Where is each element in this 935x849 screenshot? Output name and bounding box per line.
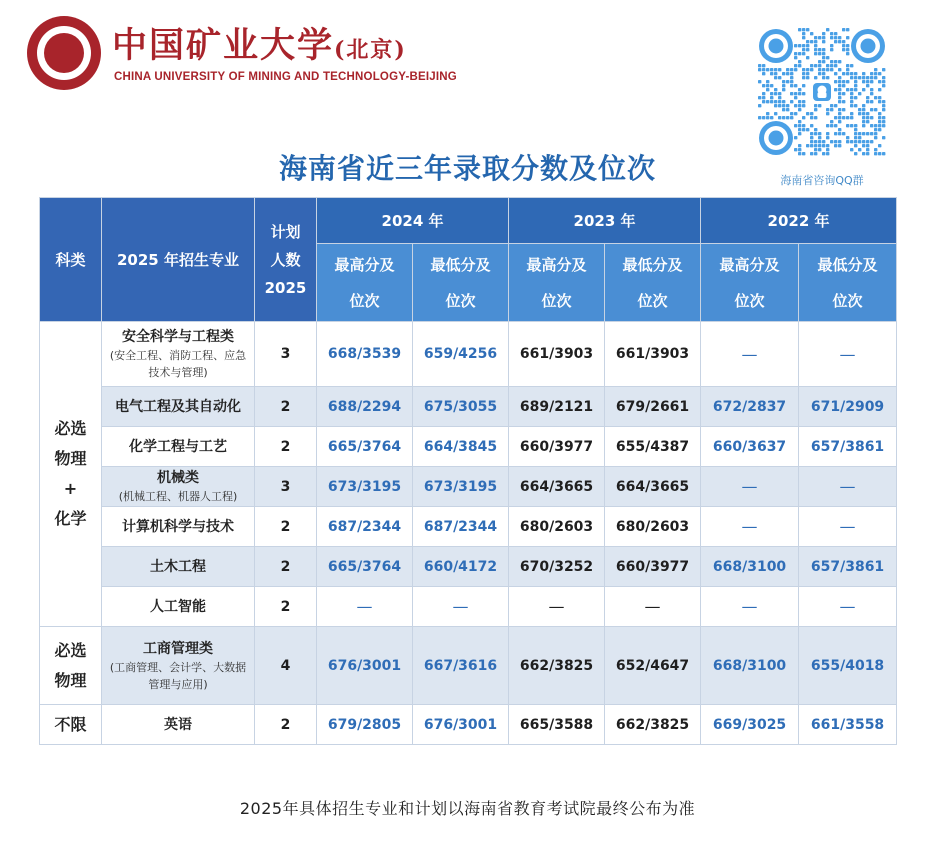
max-score-2023: 664/3665 bbox=[509, 467, 605, 507]
min-score-2023: 652/4647 bbox=[605, 627, 701, 705]
max-score-2023: 689/2121 bbox=[509, 387, 605, 427]
qq-group-qr-code bbox=[758, 28, 886, 156]
max-score-2023: 665/3588 bbox=[509, 705, 605, 745]
min-score-2023: — bbox=[605, 587, 701, 627]
major-name: 土木工程 bbox=[150, 558, 206, 575]
min-score-2022: 657/3861 bbox=[799, 547, 897, 587]
header-year-2023: 2023 年 bbox=[509, 198, 701, 244]
table-row bbox=[40, 507, 897, 547]
major-cell bbox=[102, 507, 255, 547]
university-seal-logo bbox=[27, 16, 101, 90]
major-note: (安全工程、消防工程、应急技术与管理) bbox=[109, 349, 247, 379]
max-score-2023: 661/3903 bbox=[509, 322, 605, 387]
major-name: 电气工程及其自动化 bbox=[115, 398, 241, 415]
major-cell bbox=[102, 387, 255, 427]
min-score-2024: 667/3616 bbox=[413, 627, 509, 705]
min-score-2024: 676/3001 bbox=[413, 705, 509, 745]
major-cell bbox=[102, 427, 255, 467]
max-score-2024: 668/3539 bbox=[317, 322, 413, 387]
max-score-2024: 687/2344 bbox=[317, 507, 413, 547]
header-plan: 计划 人数 2025 bbox=[255, 198, 317, 322]
table-row bbox=[40, 322, 897, 387]
plan-count: 2 bbox=[255, 587, 317, 627]
header-min-score: 最低分及 位次 bbox=[605, 244, 701, 322]
header-max-score: 最高分及 位次 bbox=[701, 244, 799, 322]
table-row bbox=[40, 427, 897, 467]
major-note: (工商管理、会计学、大数据管理与应用) bbox=[109, 660, 247, 691]
max-score-2024: 679/2805 bbox=[317, 705, 413, 745]
table-row bbox=[40, 627, 897, 705]
min-score-2023: 664/3665 bbox=[605, 467, 701, 507]
major-cell bbox=[102, 322, 255, 387]
min-score-2024: — bbox=[413, 587, 509, 627]
header-year-2024: 2024 年 bbox=[317, 198, 509, 244]
header-max-score: 最高分及 位次 bbox=[509, 244, 605, 322]
min-score-2024: 687/2344 bbox=[413, 507, 509, 547]
min-score-2022: 657/3861 bbox=[799, 427, 897, 467]
major-cell bbox=[102, 547, 255, 587]
min-score-2023: 679/2661 bbox=[605, 387, 701, 427]
max-score-2022: 660/3637 bbox=[701, 427, 799, 467]
major-note: (机械工程、机器人工程) bbox=[118, 490, 238, 503]
max-score-2022: 668/3100 bbox=[701, 547, 799, 587]
qr-caption: 海南省咨询QQ群 bbox=[780, 174, 864, 187]
major-name: 人工智能 bbox=[150, 598, 206, 615]
university-name-en: CHINA UNIVERSITY OF MINING AND TECHNOLOGY-BEIJING bbox=[114, 71, 457, 83]
min-score-2023: 655/4387 bbox=[605, 427, 701, 467]
major-name: 安全科学与工程类 bbox=[122, 329, 234, 345]
major-name: 工商管理类 bbox=[143, 640, 213, 657]
header-min-score: 最低分及 位次 bbox=[799, 244, 897, 322]
min-score-2022: — bbox=[799, 322, 897, 387]
max-score-2022: 668/3100 bbox=[701, 627, 799, 705]
admission-score-table bbox=[39, 197, 897, 745]
min-score-2024: 659/4256 bbox=[413, 322, 509, 387]
table-row bbox=[40, 387, 897, 427]
max-score-2022: 669/3025 bbox=[701, 705, 799, 745]
max-score-2024: 673/3195 bbox=[317, 467, 413, 507]
major-cell bbox=[102, 467, 255, 507]
plan-count: 4 bbox=[255, 627, 317, 705]
major-name: 计算机科学与技术 bbox=[122, 518, 234, 535]
max-score-2023: 680/2603 bbox=[509, 507, 605, 547]
min-score-2022: 661/3558 bbox=[799, 705, 897, 745]
plan-count: 2 bbox=[255, 547, 317, 587]
min-score-2022: — bbox=[799, 507, 897, 547]
header-min-score: 最低分及 位次 bbox=[413, 244, 509, 322]
major-name: 机械类 bbox=[157, 470, 199, 486]
plan-count: 3 bbox=[255, 322, 317, 387]
major-name: 化学工程与工艺 bbox=[129, 438, 227, 455]
plan-count: 2 bbox=[255, 387, 317, 427]
page-title: 海南省近三年录取分数及位次 bbox=[278, 152, 656, 185]
max-score-2024: — bbox=[317, 587, 413, 627]
min-score-2023: 662/3825 bbox=[605, 705, 701, 745]
max-score-2024: 665/3764 bbox=[317, 427, 413, 467]
min-score-2023: 680/2603 bbox=[605, 507, 701, 547]
min-score-2023: 660/3977 bbox=[605, 547, 701, 587]
min-score-2022: 655/4018 bbox=[799, 627, 897, 705]
max-score-2023: 670/3252 bbox=[509, 547, 605, 587]
table-row bbox=[40, 587, 897, 627]
min-score-2022: 671/2909 bbox=[799, 387, 897, 427]
max-score-2023: 662/3825 bbox=[509, 627, 605, 705]
table-row bbox=[40, 705, 897, 745]
header-year-2022: 2022 年 bbox=[701, 198, 897, 244]
category-cell: 必选 物理 bbox=[40, 627, 102, 705]
min-score-2023: 661/3903 bbox=[605, 322, 701, 387]
max-score-2022: — bbox=[701, 507, 799, 547]
plan-count: 2 bbox=[255, 705, 317, 745]
university-name-cn: 中国矿业大学(北京) bbox=[112, 25, 407, 66]
min-score-2022: — bbox=[799, 467, 897, 507]
max-score-2024: 688/2294 bbox=[317, 387, 413, 427]
max-score-2023: 660/3977 bbox=[509, 427, 605, 467]
plan-count: 2 bbox=[255, 427, 317, 467]
max-score-2024: 665/3764 bbox=[317, 547, 413, 587]
plan-count: 2 bbox=[255, 507, 317, 547]
max-score-2022: — bbox=[701, 467, 799, 507]
major-name: 英语 bbox=[164, 716, 192, 733]
min-score-2024: 660/4172 bbox=[413, 547, 509, 587]
min-score-2024: 675/3055 bbox=[413, 387, 509, 427]
max-score-2024: 676/3001 bbox=[317, 627, 413, 705]
footnote: 2025年具体招生专业和计划以海南省教育考试院最终公布为准 bbox=[239, 799, 696, 818]
header-category: 科类 bbox=[40, 198, 102, 322]
major-cell bbox=[102, 705, 255, 745]
min-score-2024: 673/3195 bbox=[413, 467, 509, 507]
max-score-2022: — bbox=[701, 322, 799, 387]
max-score-2023: — bbox=[509, 587, 605, 627]
major-cell bbox=[102, 627, 255, 705]
table-row bbox=[40, 547, 897, 587]
min-score-2024: 664/3845 bbox=[413, 427, 509, 467]
max-score-2022: 672/2837 bbox=[701, 387, 799, 427]
header-max-score: 最高分及 位次 bbox=[317, 244, 413, 322]
major-cell bbox=[102, 587, 255, 627]
category-cell: 不限 bbox=[40, 705, 102, 745]
header-major: 2025 年招生专业 bbox=[102, 198, 255, 322]
table-row bbox=[40, 467, 897, 507]
max-score-2022: — bbox=[701, 587, 799, 627]
category-cell: 必选 物理 + 化学 bbox=[40, 322, 102, 627]
min-score-2022: — bbox=[799, 587, 897, 627]
plan-count: 3 bbox=[255, 467, 317, 507]
